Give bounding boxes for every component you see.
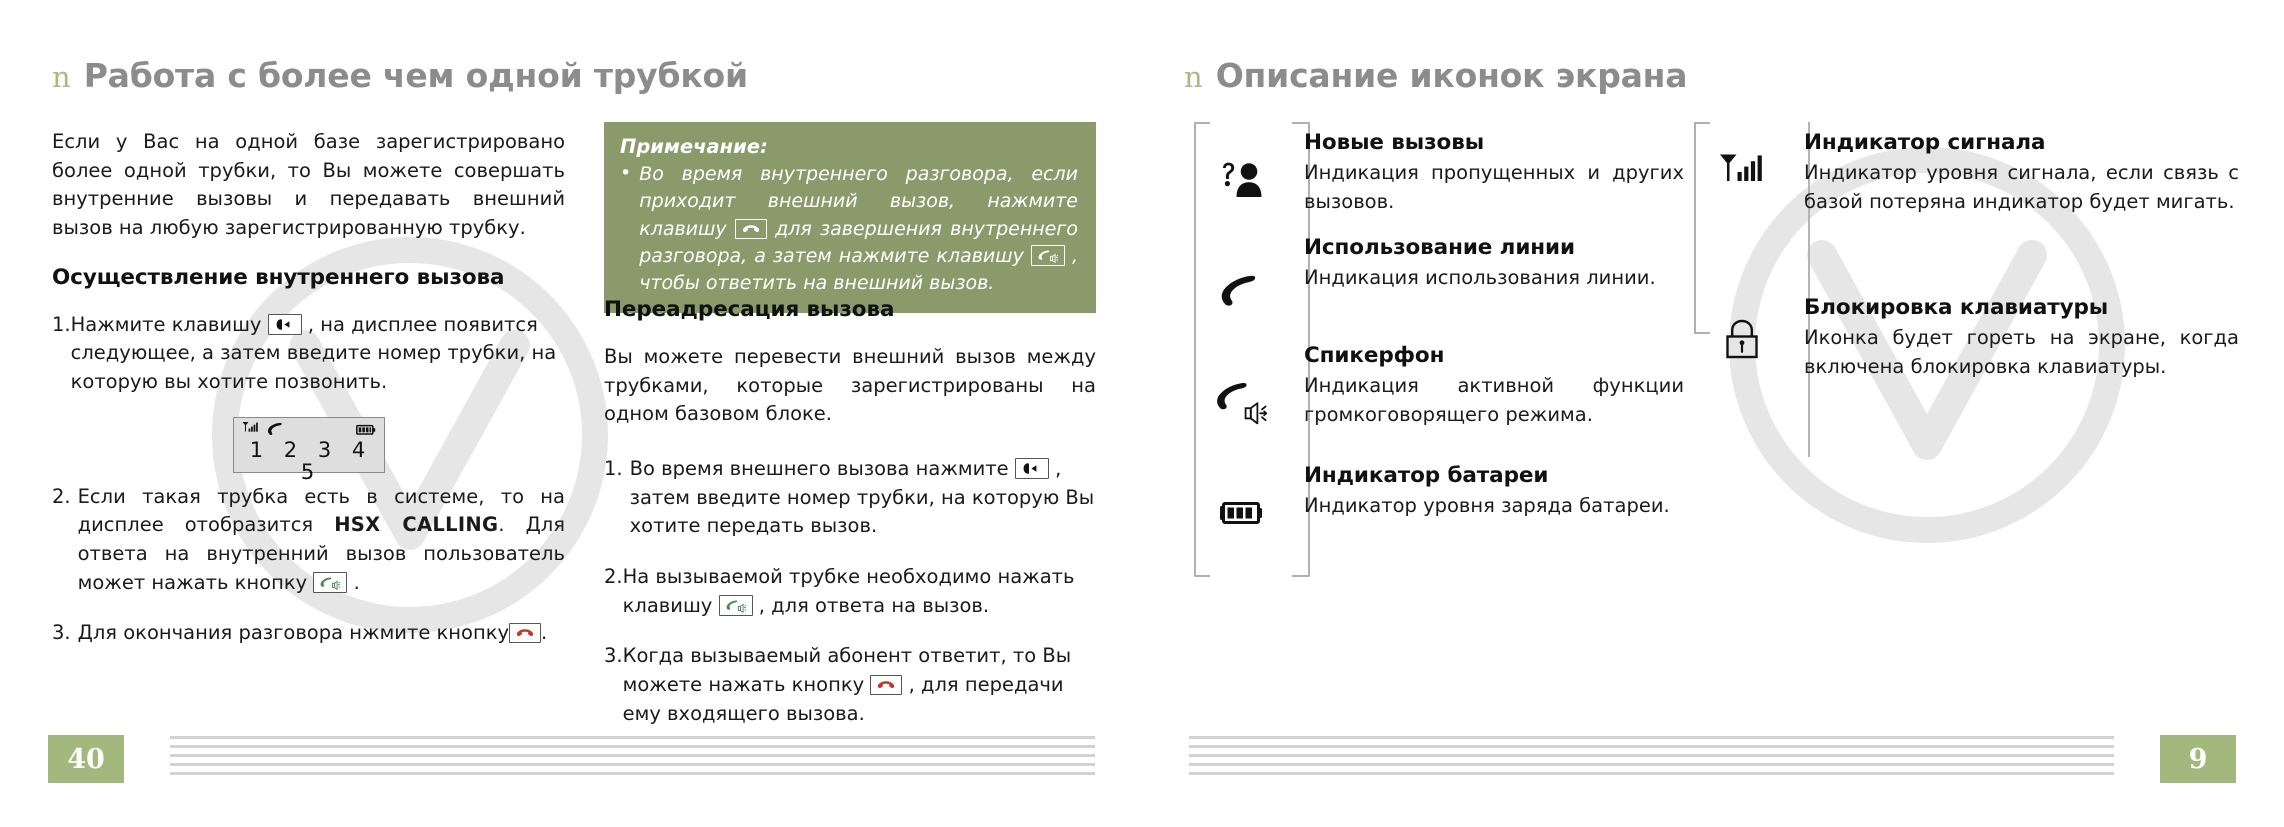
talk-key-icon	[1015, 458, 1049, 479]
speakerphone-key-icon	[719, 595, 753, 616]
icon-row	[1194, 235, 1684, 343]
transfer-intro-paragraph: Вы можете перевести внешний вызов между трубками, которые зарегистрированы на одном базовом блоке.	[604, 345, 1096, 426]
icon-text	[1790, 295, 2239, 445]
lcd-digits: 1 2 3 4 5	[249, 437, 373, 484]
battery-icon	[1194, 463, 1290, 563]
icon-title: Использование линии	[1304, 235, 1575, 260]
icon-text	[1290, 343, 1684, 463]
section-heading-internal-call: Осуществление внутреннего вызова	[52, 264, 505, 290]
note-title: Примечание:	[620, 135, 768, 158]
lcd-screen	[233, 417, 385, 484]
page-title: Работа с более чем одной трубкой	[83, 56, 748, 95]
icon-row	[1194, 463, 1684, 563]
lcd-status-bar	[242, 423, 376, 439]
talk-key-icon	[268, 314, 302, 335]
step-text-after: , затем введите номер трубки, на которую Вы хотите передать вызов.	[629, 456, 1095, 538]
icon-row	[1194, 130, 1684, 235]
note-box	[604, 122, 1096, 313]
icon-list-column-1	[1194, 130, 1684, 563]
page-title: Описание иконок экрана	[1215, 56, 1688, 95]
step-text-before: Нажмите клавишу	[70, 312, 262, 336]
speakerphone-key-icon	[1031, 245, 1065, 266]
chapter-marker-icon: n	[52, 60, 71, 94]
left-chapter-heading	[52, 56, 748, 95]
footer-rules	[1189, 736, 2114, 775]
step-text-after: , для передачи ему входящего вызова.	[622, 672, 1064, 725]
list-item	[52, 311, 565, 397]
end-call-key-icon	[870, 675, 902, 695]
note-text-part2: для завершения внутреннего разговора, а затем нажмите клавишу	[639, 217, 1078, 268]
icon-row	[1694, 130, 2239, 295]
icon-text	[1290, 235, 1684, 343]
icon-row	[1194, 343, 1684, 463]
icon-title: Новые вызовы	[1304, 130, 1485, 155]
keylock-icon	[1694, 295, 1790, 445]
list-item	[604, 642, 1096, 728]
emphasis-text: HSX CALLING	[334, 513, 499, 537]
step-text-after: , на дисплее появится следующее, а затем введите номер трубки, на которую вы хотите позвонить.	[70, 312, 557, 393]
handset-icon	[1194, 235, 1290, 343]
left-column	[52, 128, 565, 668]
note-item	[620, 161, 1078, 298]
intro-paragraph: Если у Вас на одной базе зарегистрировано более одной трубки, то Вы можете совершать внутренние вызовы и передавать внешний вызов на любую зарегистрированную трубку.	[52, 130, 565, 239]
lcd-sample	[52, 417, 565, 484]
icon-description: Индикация использования линии.	[1304, 266, 1656, 289]
note-text-part1: Во время внутреннего разговора, если приходит внешний вызов, нажмите клавишу	[639, 163, 1078, 240]
footer-rules	[170, 736, 1095, 775]
icon-description: Индикация пропущенных и других вызовов.	[1304, 161, 1684, 213]
step-text-after: .	[541, 621, 548, 645]
right-chapter-heading	[1184, 56, 1687, 95]
list-item	[52, 483, 565, 598]
bullet-icon: •	[620, 162, 632, 184]
icon-title: Индикатор сигнала	[1804, 130, 2046, 155]
step-text-before: Во время внешнего вызова нажмите	[629, 456, 1009, 480]
step-text-before: На вызываемой трубке необходимо нажать клавишу	[622, 564, 1075, 617]
icon-title: Индикатор батареи	[1304, 463, 1549, 488]
step-text-after: .	[353, 570, 360, 594]
icon-title: Блокировка клавиатуры	[1804, 295, 2109, 320]
list-item	[604, 563, 1096, 620]
step-text-before: Когда вызываемый абонент ответит, то Вы можете нажать кнопку	[622, 644, 1072, 696]
step-number: 3.	[604, 644, 623, 668]
speakerphone-icon	[1194, 343, 1290, 463]
icon-text	[1290, 463, 1684, 563]
page-number-badge: 9	[2160, 735, 2236, 783]
speakerphone-key-icon	[313, 572, 347, 593]
right-page	[1142, 0, 2284, 827]
step-number: 1.	[604, 456, 623, 480]
end-call-key-icon	[509, 623, 541, 643]
middle-column	[604, 297, 1096, 748]
icon-description: Иконка будет гореть на экране, когда включена блокировка клавиатуры.	[1804, 326, 2239, 378]
step-number: 1.	[52, 312, 71, 336]
signal-bars-icon	[1694, 130, 1790, 295]
step-text-before: Если такая трубка есть в системе, то на дисплее отобразится	[77, 484, 565, 537]
missed-calls-icon	[1194, 130, 1290, 235]
step-number: 2.	[52, 484, 71, 508]
icon-row	[1694, 295, 2239, 445]
icon-text	[1790, 130, 2239, 295]
step-number: 2.	[604, 564, 623, 588]
icon-description: Индикатор уровня сигнала, если связь с базой потеряна индикатор будет мигать.	[1804, 161, 2239, 213]
step-text-after: , для ответа на вызов.	[758, 593, 990, 617]
step-number: 3.	[52, 621, 71, 645]
chapter-marker-icon: n	[1184, 60, 1203, 94]
step-text-before: Для окончания разговора нжмите кнопку	[77, 621, 510, 645]
note-text-part3: , чтобы ответить на внешний вызов.	[639, 245, 1079, 295]
section-heading-call-transfer: Переадресация вызова	[604, 297, 895, 322]
page-number-badge: 40	[48, 735, 124, 783]
icon-description: Индикатор уровня заряда батареи.	[1304, 494, 1670, 517]
list-item	[604, 455, 1096, 541]
step-text-mid: . Для ответа на внутренний вызов пользователь может нажать кнопку	[77, 513, 565, 594]
list-item	[52, 619, 565, 648]
icon-title: Спикерфон	[1304, 343, 1445, 368]
icon-list-column-2	[1694, 130, 2239, 445]
end-call-key-icon	[735, 219, 767, 239]
icon-text	[1290, 130, 1684, 235]
icon-description: Индикация активной функции громкоговорящего режима.	[1304, 374, 1684, 426]
